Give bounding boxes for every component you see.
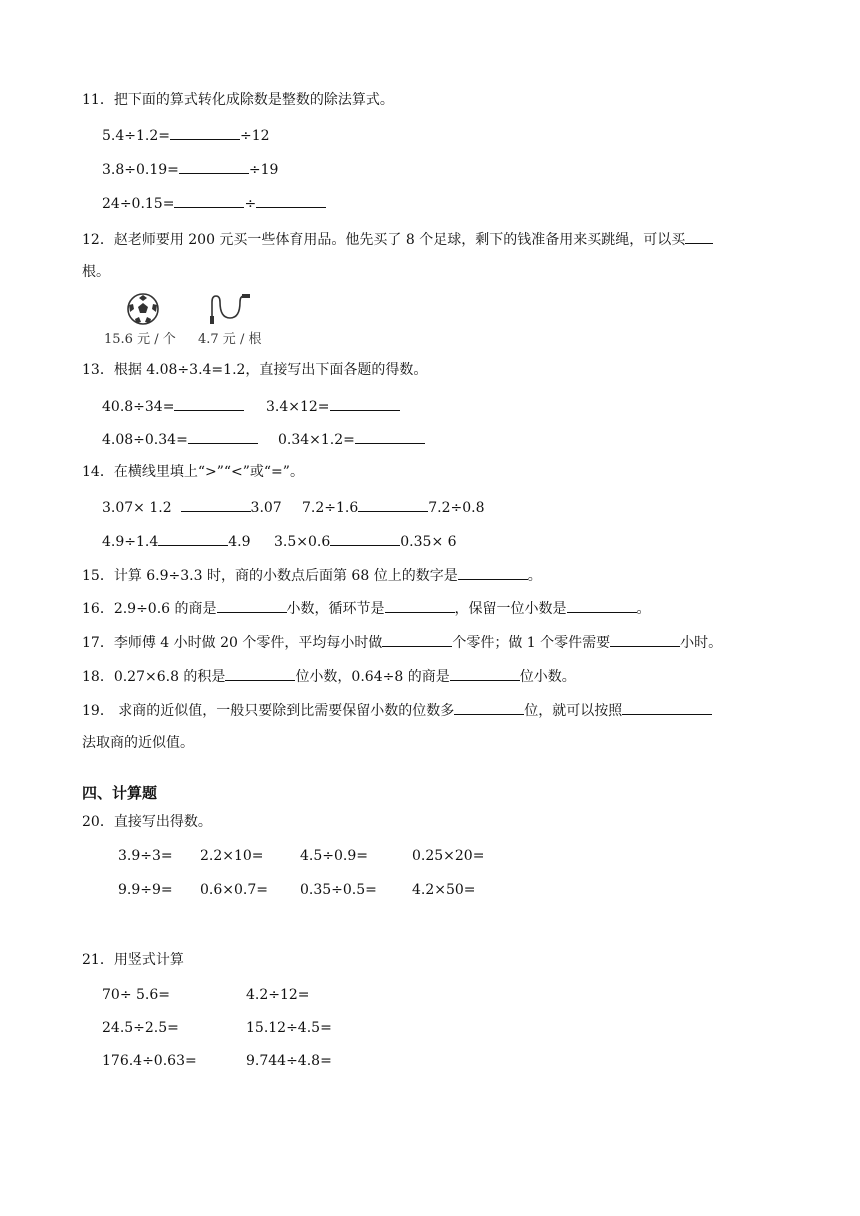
q14-b-right: 7.2÷0.8 [428, 500, 485, 516]
q13-c [102, 428, 258, 450]
q11-row2-expr: 3.8÷0.19= [102, 162, 179, 178]
q20-item: 3.9÷3= [118, 848, 173, 864]
q14-a [102, 496, 282, 518]
q14-d-right: 0.35× 6 [400, 534, 457, 550]
answer-blank[interactable] [170, 124, 240, 140]
section-title: 四、计算题 [82, 784, 158, 802]
q14-a-left: 3.07× 1.2 [102, 500, 172, 516]
q15 [82, 564, 542, 586]
answer-blank[interactable] [256, 192, 326, 208]
answer-blank[interactable] [385, 597, 455, 613]
q20-item: 9.9÷9= [118, 882, 173, 898]
answer-blank[interactable] [382, 631, 452, 647]
q18-part-3: 位小数。 [519, 669, 576, 685]
answer-blank[interactable] [567, 597, 637, 613]
q11-row-2 [102, 158, 278, 180]
q20-stem: 20．直接写出得数。 [82, 814, 212, 830]
q20-item: 4.2×50= [412, 882, 476, 898]
q14-b [302, 496, 485, 518]
q11-row3-expr: 24÷0.15= [102, 196, 175, 212]
q20-item: 0.25×20= [412, 848, 485, 864]
q16 [82, 597, 651, 619]
answer-blank[interactable] [174, 192, 244, 208]
answer-blank[interactable] [217, 597, 287, 613]
q18-part-1: 18．0.27×6.8 的积是 [82, 669, 226, 685]
q20-item: 0.35÷0.5= [300, 882, 377, 898]
answer-blank[interactable] [685, 228, 713, 244]
q20-item: 2.2×10= [200, 848, 264, 864]
q19-part-2: 位，就可以按照 [524, 703, 623, 719]
q19-continued: 法取商的近似值。 [82, 735, 194, 751]
q19 [82, 699, 712, 721]
answer-blank[interactable] [174, 395, 244, 411]
answer-blank[interactable] [158, 530, 228, 546]
q21-stem: 21．用竖式计算 [82, 952, 184, 968]
ball-price-label: 15.6 元 / 个 [104, 332, 176, 347]
q16-part-3: ，保留一位小数是 [454, 601, 567, 617]
q11-row1-divisor: ÷12 [240, 128, 270, 144]
q13-b-expr: 3.4×12= [266, 399, 330, 415]
q14-a-right: 3.07 [250, 500, 282, 516]
q16-part-1: 16．2.9÷0.6 的商是 [82, 601, 217, 617]
q11-stem: 11．把下面的算式转化成除数是整数的除法算式。 [82, 92, 394, 108]
q21-item: 15.12÷4.5= [246, 1020, 332, 1036]
q11-row-3 [102, 192, 326, 214]
jump-rope-icon [204, 292, 256, 326]
q17-part-3: 小时。 [680, 635, 723, 651]
answer-blank[interactable] [458, 564, 528, 580]
answer-blank[interactable] [450, 665, 520, 681]
q17-part-1: 17．李师傅 4 小时做 20 个零件，平均每小时做 [82, 635, 383, 651]
q13-d-expr: 0.34×1.2= [278, 432, 355, 448]
q19-part-1: 19． 求商的近似值，一般只要除到比需要保留小数的位数多 [82, 703, 455, 719]
q13-d [278, 428, 425, 450]
q14-stem: 14．在横线里填上“>”“<”或“=”。 [82, 464, 304, 480]
rope-price-label: 4.7 元 / 根 [198, 332, 262, 347]
q14-b-left: 7.2÷1.6 [302, 500, 359, 516]
answer-blank[interactable] [225, 665, 295, 681]
q14-c-left: 4.9÷1.4 [102, 534, 159, 550]
q21-item: 4.2÷12= [246, 987, 310, 1003]
q21-item: 24.5÷2.5= [102, 1020, 179, 1036]
q18 [82, 665, 576, 687]
answer-blank[interactable] [454, 699, 524, 715]
q13-a-expr: 40.8÷34= [102, 399, 175, 415]
q20-item: 0.6×0.7= [200, 882, 268, 898]
q11-row1-expr: 5.4÷1.2= [102, 128, 170, 144]
q15-stem: 15．计算 6.9÷3.3 时，商的小数点后面第 68 位上的数字是 [82, 568, 458, 584]
q21-item: 176.4÷0.63= [102, 1053, 197, 1069]
q14-c-right: 4.9 [228, 534, 251, 550]
q20-item: 4.5÷0.9= [300, 848, 368, 864]
answer-blank[interactable] [610, 631, 680, 647]
answer-blank[interactable] [622, 699, 712, 715]
answer-blank[interactable] [330, 530, 400, 546]
answer-blank[interactable] [181, 496, 251, 512]
answer-blank[interactable] [330, 395, 400, 411]
q17 [82, 631, 722, 653]
q21-item: 9.744÷4.8= [246, 1053, 332, 1069]
q11-row-1 [102, 124, 270, 146]
q12-stem [82, 228, 713, 250]
q13-c-expr: 4.08÷0.34= [102, 432, 188, 448]
q14-d-left: 3.5×0.6 [274, 534, 331, 550]
q12-stem-text: 12．赵老师要用 200 元买一些体育用品。他先买了 8 个足球，剩下的钱准备用来买跳绳，可以买 [82, 232, 686, 248]
q11-row2-divisor: ÷19 [248, 162, 279, 178]
q17-part-2: 个零件；做 1 个零件需要 [452, 635, 611, 651]
q13-a [102, 395, 244, 417]
soccer-ball-icon [124, 292, 162, 326]
answer-blank[interactable] [355, 428, 425, 444]
q12-stem-end: 根。 [82, 264, 110, 280]
q15-end: 。 [527, 568, 542, 584]
answer-blank[interactable] [179, 158, 249, 174]
q16-part-4: 。 [636, 601, 651, 617]
q21-item: 70÷ 5.6= [102, 987, 170, 1003]
q14-d [274, 530, 457, 552]
q11-row3-divisor: ÷ [244, 196, 257, 212]
q16-part-2: 小数，循环节是 [286, 601, 385, 617]
answer-blank[interactable] [358, 496, 428, 512]
answer-blank[interactable] [188, 428, 258, 444]
q14-c [102, 530, 251, 552]
q13-stem: 13．根据 4.08÷3.4=1.2，直接写出下面各题的得数。 [82, 362, 428, 378]
q18-part-2: 位小数，0.64÷8 的商是 [295, 669, 450, 685]
q13-b [266, 395, 400, 417]
